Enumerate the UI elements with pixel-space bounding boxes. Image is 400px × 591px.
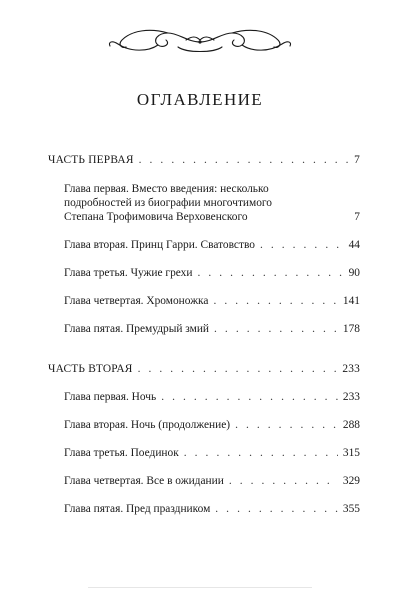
dot-leader bbox=[213, 294, 337, 308]
page-number: 7 bbox=[354, 211, 360, 223]
toc-chapter-1-5[interactable] bbox=[64, 322, 360, 336]
chapter-title-line: Глава первая. Вместо введения: несколько bbox=[64, 183, 269, 195]
page-number: 90 bbox=[348, 267, 360, 279]
page-number: 315 bbox=[342, 447, 360, 459]
dot-leader bbox=[215, 502, 338, 516]
chapter-title: Глава вторая. Ночь (продолжение) bbox=[64, 419, 231, 431]
toc-heading: ОГЛАВЛЕНИЕ bbox=[136, 90, 264, 109]
toc-chapter-1-1[interactable] bbox=[64, 182, 360, 224]
dot-leader bbox=[184, 446, 338, 460]
toc-chapter-2-1[interactable] bbox=[64, 390, 360, 404]
dot-leader bbox=[214, 322, 338, 336]
toc-chapter-2-3[interactable] bbox=[64, 446, 360, 460]
chapter-title: Глава четвертая. Хромоножка bbox=[64, 295, 209, 307]
chapter-title-line: Степана Трофимовича Верховенского bbox=[64, 211, 248, 223]
chapter-title-line: подробностей из биографии многочтимого bbox=[64, 197, 273, 209]
chapter-title: Глава пятая. Пред праздником bbox=[64, 503, 211, 515]
chapter-title: Глава пятая. Премудрый змий bbox=[64, 323, 210, 335]
page-number: 44 bbox=[348, 239, 360, 251]
dot-leader bbox=[197, 266, 343, 280]
dot-leader bbox=[161, 390, 338, 404]
toc-part-1[interactable] bbox=[48, 153, 360, 167]
toc-chapter-1-2[interactable] bbox=[64, 238, 360, 252]
part-title: ЧАСТЬ ВТОРАЯ bbox=[48, 363, 133, 375]
toc-chapter-1-3[interactable] bbox=[64, 266, 360, 280]
chapter-title: Глава третья. Чужие грехи bbox=[64, 267, 193, 279]
page-number: 7 bbox=[354, 154, 360, 166]
chapter-title: Глава четвертая. Все в ожидании bbox=[64, 475, 224, 487]
dot-leader bbox=[235, 418, 338, 432]
chapter-title: Глава вторая. Принц Гарри. Сватовство bbox=[64, 239, 255, 251]
toc-chapter-2-5[interactable] bbox=[64, 502, 360, 516]
toc-chapter-2-2[interactable] bbox=[64, 418, 360, 432]
footer-rule bbox=[88, 587, 312, 588]
toc-chapter-1-4[interactable] bbox=[64, 294, 360, 308]
page-number: 178 bbox=[342, 323, 360, 335]
dot-leader bbox=[139, 153, 349, 167]
toc-part-2[interactable] bbox=[48, 362, 360, 376]
dot-leader bbox=[229, 474, 338, 488]
page-number: 141 bbox=[342, 295, 360, 307]
flourish-ornament bbox=[0, 0, 400, 70]
page-number: 355 bbox=[342, 503, 360, 515]
page-number: 233 bbox=[342, 391, 360, 403]
part-title: ЧАСТЬ ПЕРВАЯ bbox=[48, 154, 134, 166]
chapter-title: Глава первая. Ночь bbox=[64, 391, 157, 403]
dot-leader bbox=[260, 238, 344, 252]
toc-chapter-2-4[interactable] bbox=[64, 474, 360, 488]
page-number: 329 bbox=[342, 475, 360, 487]
chapter-title: Глава третья. Поединок bbox=[64, 447, 179, 459]
page-number: 233 bbox=[342, 363, 360, 375]
page-number: 288 bbox=[342, 419, 360, 431]
dot-leader bbox=[138, 362, 338, 376]
